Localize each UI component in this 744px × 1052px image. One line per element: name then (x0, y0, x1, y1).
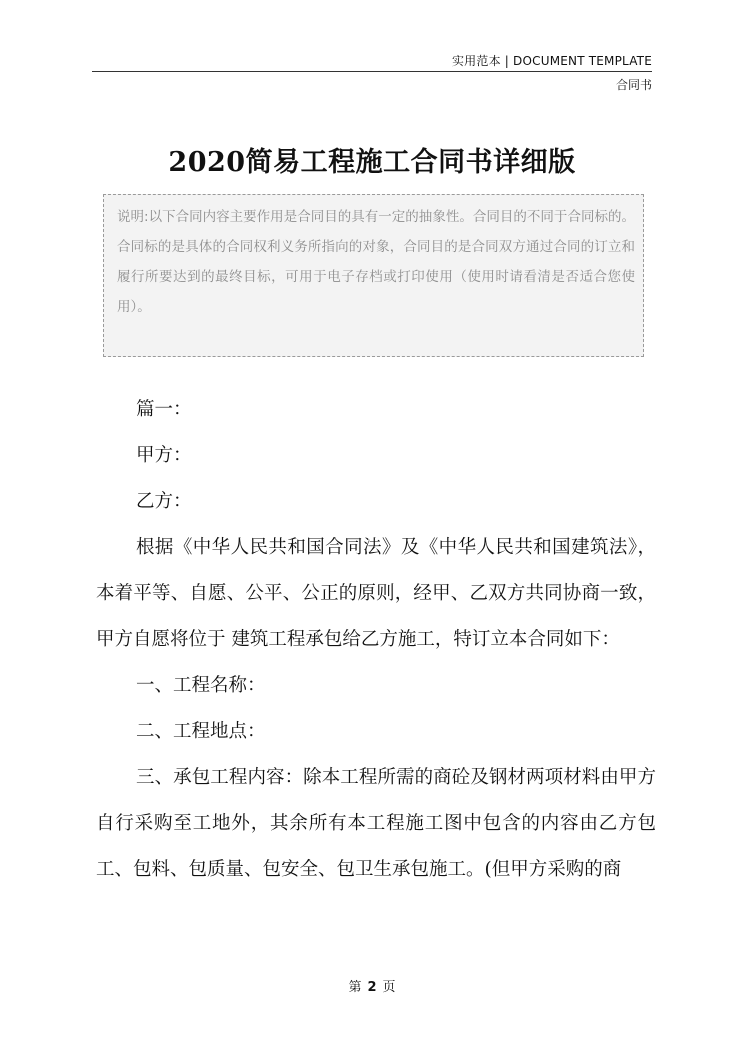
page-suffix: 页 (382, 980, 396, 995)
page-number-value: 2 (367, 980, 377, 995)
header-divider (92, 71, 652, 72)
page-prefix: 第 (348, 980, 362, 995)
paragraph-party-b: 乙方： (136, 491, 192, 512)
paragraph-project-name: 一、工程名称： (136, 675, 266, 696)
document-body (96, 387, 656, 893)
paragraph-section-label: 篇一： (136, 399, 192, 420)
paragraph-party-a: 甲方： (136, 445, 192, 466)
header-category: 合同书 (615, 78, 652, 92)
note-box (103, 194, 644, 357)
document-title: 2020简易工程施工合同书详细版 (168, 147, 576, 178)
paragraph-contract-scope: 三、承包工程内容：除本工程所需的商砼及钢材两项材料由甲方自行采购至工地外，其余所有本工程施工图中包含的内容由乙方包工、包料、包质量、包安全、包卫生承包施工。(但甲方采购的商 (96, 767, 656, 880)
paragraph-project-location: 二、工程地点： (136, 721, 266, 742)
page-number (0, 976, 744, 995)
paragraph-preamble: 根据《中华人民共和国合同法》及《中华人民共和国建筑法》，本着平等、自愿、公平、公正的原则，经甲、乙双方共同协商一致，甲方自愿将位于 建筑工程承包给乙方施工，特订立本合同如下： (96, 537, 656, 650)
header-template-label: 实用范本 | DOCUMENT TEMPLATE (451, 54, 652, 68)
note-text: 说明:以下合同内容主要作用是合同目的具有一定的抽象性。合同目的不同于合同标的。合同标的是具体的合同权利义务所指向的对象，合同目的是合同双方通过合同的订立和履行所要达到的最终目标，可用于电子存档或打印使用（使用时请看清是否适合您使用）。 (117, 209, 635, 315)
